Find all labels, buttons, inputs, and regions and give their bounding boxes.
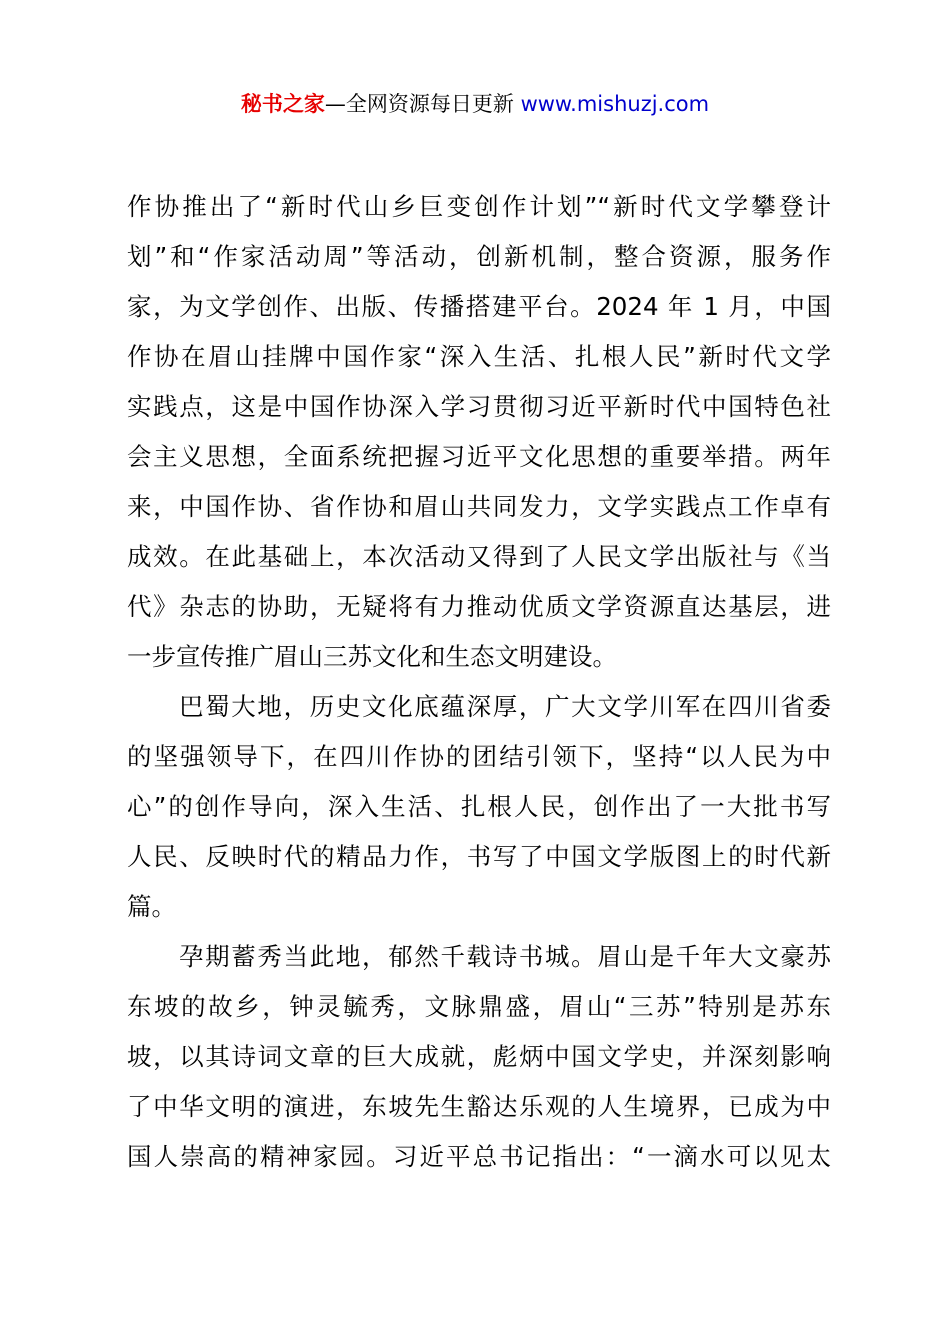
header-tagline: —全网资源每日更新 xyxy=(324,92,521,116)
text-line: 会主义思想，全面系统把握习近平文化思想的重要举措。两年 xyxy=(127,442,831,471)
text-line: 划”和“作家活动周”等活动，创新机制，整合资源，服务作 xyxy=(127,242,831,271)
text-line: 孕期蓄秀当此地，郁然千载诗书城。眉山是千年大文豪苏 xyxy=(179,942,831,971)
page-header xyxy=(0,88,950,120)
text-line: 坡，以其诗词文章的巨大成就，彪炳中国文学史，并深刻影响 xyxy=(127,1042,831,1071)
text-line: 东坡的故乡，钟灵毓秀，文脉鼎盛，眉山“三苏”特别是苏东 xyxy=(127,992,831,1021)
brand-name: 秘书之家 xyxy=(240,92,325,116)
text-line: 家，为文学创作、出版、传播搭建平台。2024 年 1 月，中国 xyxy=(127,292,831,321)
text-line: 心”的创作导向，深入生活、扎根人民，创作出了一大批书写 xyxy=(127,792,831,821)
paragraph xyxy=(127,682,831,932)
text-line: 了中华文明的演进，东坡先生豁达乐观的人生境界，已成为中 xyxy=(127,1092,831,1121)
site-url-link[interactable]: www.mishuzj.com xyxy=(520,92,710,116)
paragraph xyxy=(127,182,831,682)
text-line: 国人崇高的精神家园。习近平总书记指出：“一滴水可以见太 xyxy=(127,1142,831,1171)
text-line: 来，中国作协、省作协和眉山共同发力，文学实践点工作卓有 xyxy=(127,492,831,521)
text-line: 实践点，这是中国作协深入学习贯彻习近平新时代中国特色社 xyxy=(127,392,831,421)
text-line: 人民、反映时代的精品力作，书写了中国文学版图上的时代新 xyxy=(127,842,831,871)
text-line: 的坚强领导下，在四川作协的团结引领下，坚持“以人民为中 xyxy=(127,742,831,771)
text-line: 巴蜀大地，历史文化底蕴深厚，广大文学川军在四川省委 xyxy=(179,692,831,721)
document-body xyxy=(127,182,831,1182)
text-line: 一步宣传推广眉山三苏文化和生态文明建设。 xyxy=(127,642,617,671)
text-line: 作协在眉山挂牌中国作家“深入生活、扎根人民”新时代文学 xyxy=(127,342,831,371)
paragraph xyxy=(127,932,831,1182)
text-line: 作协推出了“新时代山乡巨变创作计划”“新时代文学攀登计 xyxy=(127,192,831,221)
text-line: 代》杂志的协助，无疑将有力推动优质文学资源直达基层，进 xyxy=(127,592,831,621)
text-line: 成效。在此基础上，本次活动又得到了人民文学出版社与《当 xyxy=(127,542,831,571)
text-line: 篇。 xyxy=(127,892,176,921)
